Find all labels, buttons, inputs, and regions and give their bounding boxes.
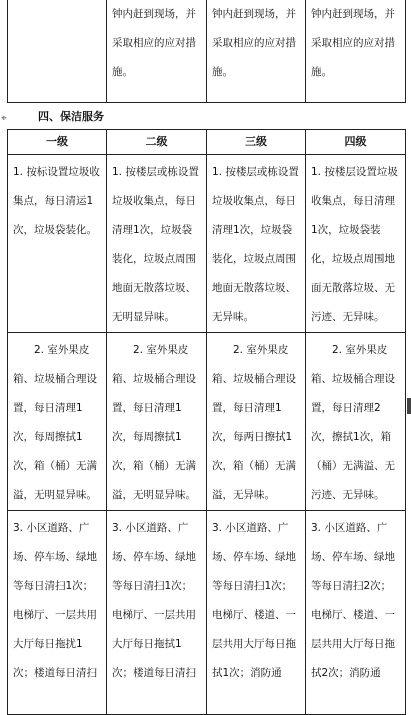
table-cell: 钟内赶到现场，并采取相应的应对措施。: [107, 0, 207, 103]
header-level-3: 三级: [207, 130, 306, 155]
table-cell: 1. 按标设置垃圾收集点，每日清运1次，垃圾袋装化。: [8, 155, 107, 333]
section-title-text: 四、保洁服务: [38, 110, 104, 123]
table-move-handle-icon[interactable]: ⌖: [1, 113, 7, 124]
cleaning-service-table: [7, 129, 406, 715]
table-cell: 2. 室外果皮箱、垃圾桶合理设置，每日清理2次，擦拭1次，箱（桶）无满溢、无污迹、无异味。: [306, 333, 406, 511]
table-row: [8, 511, 406, 715]
table-cell: 3. 小区道路、广场、停车场、绿地等每日清扫2次；电梯厅、楼道、一层共用大厅每日拖拭2次；消防通: [306, 511, 406, 715]
section-heading: [0, 108, 411, 126]
table-row: [8, 155, 406, 333]
table-cell: 钟内赶到现场，并采取相应的应对措施。: [306, 0, 406, 103]
table-cell: [8, 0, 107, 103]
table-cell: 2. 室外果皮箱、垃圾桶合理设置，每日清理1次，每周擦拭1次，箱（桶）无满溢，无明显异味。: [8, 333, 107, 511]
table-cell: 1. 按楼层设置垃圾收集点，每日清理1次，垃圾袋装化，垃圾点周围地面无散落垃圾、无污迹、无异味。: [306, 155, 406, 333]
table-header-row: [8, 130, 406, 155]
table-cell: 1. 按楼层或栋设置垃圾收集点，每日清理1次，垃圾袋装化，垃圾点周围地面无散落垃圾、无明显异味。: [107, 155, 207, 333]
table-cell: 3. 小区道路、广场、停车场、绿地等每日清扫1次；电梯厅、楼道、一层共用大厅每日拖拭1次；消防通: [207, 511, 306, 715]
scroll-tab[interactable]: [407, 398, 411, 414]
continued-table: [7, 0, 406, 103]
table-cell: 2. 室外果皮箱、垃圾桶合理设置，每日清理1次，每周擦拭1次，箱（桶）无满溢，无明显异味。: [107, 333, 207, 511]
table-cell: 2. 室外果皮箱、垃圾桶合理设置，每日清理1次，每两日擦拭1次，箱（桶）无满溢，无异味。: [207, 333, 306, 511]
header-level-4: 四级: [306, 130, 406, 155]
table-cell: 钟内赶到现场，并采取相应的应对措施。: [207, 0, 306, 103]
header-level-1: 一级: [8, 130, 107, 155]
table-row: [8, 0, 406, 103]
table-cell: 1. 按楼层或栋设置垃圾收集点，每日清理1次，垃圾袋装化，垃圾点周围地面无散落垃圾、无异味。: [207, 155, 306, 333]
header-level-2: 二级: [107, 130, 207, 155]
table-cell: 3. 小区道路、广场、停车场、绿地等每日清扫1次；电梯厅、一层共用大厅每日拖扰1次；楼道每日清扫: [8, 511, 107, 715]
table-cell: 3. 小区道路、广场、停车场、绿地等每日清扫1次；电梯厅、一层共用大厅每日拖拭1次；楼道每日清扫: [107, 511, 207, 715]
table-row: [8, 333, 406, 511]
